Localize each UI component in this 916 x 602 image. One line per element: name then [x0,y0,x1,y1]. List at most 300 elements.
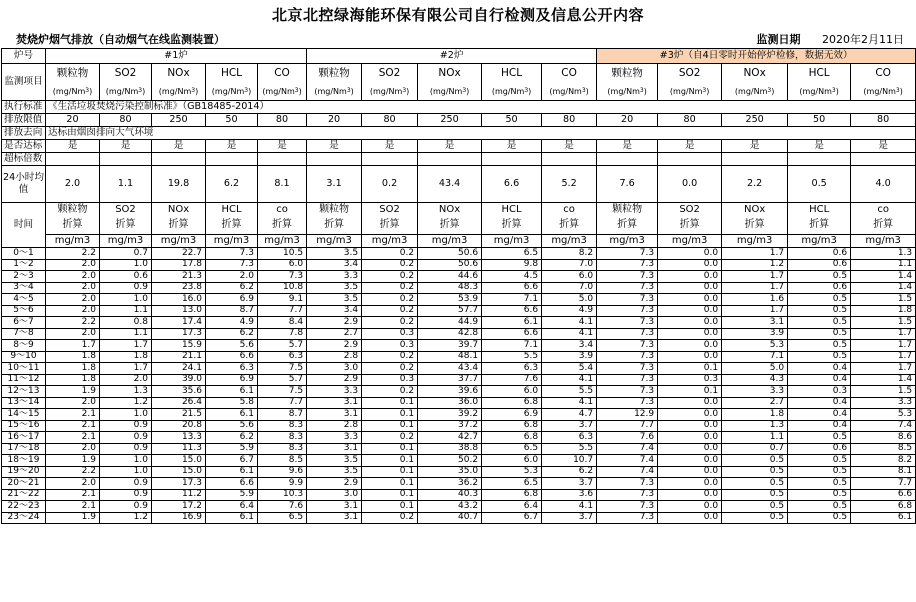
hourly-value: 3.4 [307,305,362,317]
row-label-average: 24小时均值 [2,166,46,203]
column-pollutant: NOx [743,204,766,215]
hourly-value: 0.0 [658,317,722,329]
hourly-value: 2.9 [307,317,362,329]
hourly-value: 2.2 [46,466,100,478]
hour-label: 7～8 [2,328,46,340]
item-stack [100,64,151,100]
hourly-value: 8.3 [258,420,307,432]
hourly-value: 1.2 [722,259,788,271]
hourly-value: 6.6 [206,351,258,363]
hourly-value: 37.7 [418,374,482,386]
hourly-value: 2.0 [46,478,100,490]
compliant-value: 是 [788,140,851,153]
row-label-limit: 排放限值 [2,114,46,127]
exceed-value [658,153,722,166]
average-value: 1.1 [100,166,152,203]
column-unit: mg/m3 [722,234,787,247]
hourly-value: 6.1 [851,512,916,524]
column-converted: 折算 [379,218,400,230]
hourly-value: 5.9 [206,489,258,501]
hourly-value: 1.2 [100,512,152,524]
hourly-value: 6.2 [206,282,258,294]
hourly-value: 1.7 [100,363,152,375]
item-cell [482,64,542,101]
exceed-value [722,153,788,166]
hourly-value: 2.0 [46,259,100,271]
hourly-value: 0.3 [788,386,851,398]
column-header-stack [206,203,257,247]
hourly-value: 1.1 [851,259,916,271]
compliant-value: 是 [258,140,307,153]
column-unit: mg/m3 [100,234,151,247]
hourly-value: 0.6 [100,271,152,283]
compliant-value: 是 [46,140,100,153]
item-cell [722,64,788,101]
compliant-value: 是 [851,140,916,153]
hourly-value: 0.5 [788,351,851,363]
column-pollutant: NOx [167,204,190,215]
hourly-value: 1.7 [851,340,916,352]
exceed-value [46,153,100,166]
column-unit: mg/m3 [851,234,915,247]
hourly-value: 40.7 [418,512,482,524]
hourly-value: 1.3 [722,420,788,432]
column-pollutant: NOx [438,204,461,215]
column-unit: mg/m3 [482,234,541,247]
hourly-value: 42.7 [418,432,482,444]
hourly-value: 2.1 [46,409,100,421]
hourly-value: 6.6 [206,478,258,490]
hour-label: 10～11 [2,363,46,375]
hourly-value: 3.3 [307,271,362,283]
hourly-value: 0.0 [658,259,722,271]
hour-label: 9～10 [2,351,46,363]
hourly-value: 44.9 [418,317,482,329]
hourly-value: 1.7 [851,363,916,375]
hourly-value: 0.5 [788,512,851,524]
hourly-value: 1.9 [46,512,100,524]
average-row [2,166,916,203]
hourly-value: 0.5 [788,305,851,317]
hourly-value: 3.1 [722,317,788,329]
hourly-value: 0.0 [658,282,722,294]
hourly-row [2,501,916,513]
hourly-value: 7.3 [597,478,658,490]
hourly-value: 1.9 [46,386,100,398]
hourly-value: 3.0 [307,363,362,375]
hourly-value: 8.7 [206,305,258,317]
item-stack [851,64,915,100]
unit-close: ) [142,86,146,96]
hourly-value: 6.6 [482,328,542,340]
hourly-value: 6.6 [851,489,916,501]
hourly-value: 4.5 [482,271,542,283]
column-converted: 折算 [62,218,83,230]
hourly-value: 0.5 [788,501,851,513]
hourly-value: 0.0 [658,501,722,513]
unit-close: ) [585,86,589,96]
hourly-value: 4.9 [542,305,597,317]
average-value: 19.8 [152,166,206,203]
hourly-row [2,455,916,467]
unit-sup: 3 [346,86,351,94]
compliant-value: 是 [152,140,206,153]
row-label-compliant: 是否达标 [2,140,46,153]
pollutant-unit [258,88,306,96]
hourly-value: 6.3 [258,351,307,363]
pollutant-name: NOx [438,67,461,80]
column-header-stack [788,203,850,247]
hourly-value: 8.7 [258,409,307,421]
hourly-value: 57.7 [418,305,482,317]
column-header-cell [788,203,851,248]
hour-label: 6～7 [2,317,46,329]
hourly-value: 7.4 [597,443,658,455]
hourly-value: 3.6 [542,489,597,501]
compliant-value: 是 [482,140,542,153]
hour-label: 15～16 [2,420,46,432]
column-header-cell [851,203,916,248]
hourly-value: 3.3 [307,386,362,398]
hourly-value: 5.7 [258,374,307,386]
item-stack [46,64,99,100]
hour-label: 16～17 [2,432,46,444]
hourly-row [2,512,916,524]
hourly-value: 2.7 [307,328,362,340]
furnace-header-row [2,49,916,64]
column-header-stack [658,203,721,247]
column-pollutant: 颗粒物 [612,204,643,215]
hourly-value: 0.9 [100,443,152,455]
column-unit: mg/m3 [597,234,657,247]
limit-value: 80 [258,114,307,127]
exceed-value [362,153,418,166]
unit-sup: 3 [294,86,299,94]
hour-label: 21～22 [2,489,46,501]
hourly-value: 43.4 [418,363,482,375]
standard-text: 《生活垃圾焚烧污染控制标准》（GB18485-2014） [46,101,916,114]
hourly-value: 7.1 [482,340,542,352]
column-header-stack [362,203,417,247]
compliant-value: 是 [542,140,597,153]
hourly-value: 8.3 [258,432,307,444]
hourly-value: 0.5 [788,317,851,329]
pollutant-unit [152,88,205,96]
unit-text: (mg/Nm [369,86,403,96]
pollutant-unit [206,88,257,96]
unit-text: (mg/Nm [314,86,347,96]
average-value: 6.2 [206,166,258,203]
table-subtitle: 焚烧炉烟气排放（自动烟气在线监测装置） [16,33,225,46]
pollutant-unit [597,88,657,96]
hourly-value: 7.3 [597,512,658,524]
unit-close: ) [771,86,775,96]
unit-sup: 3 [85,86,90,94]
average-value: 6.6 [482,166,542,203]
hourly-value: 1.0 [100,455,152,467]
hourly-value: 1.8 [851,305,916,317]
hourly-value: 0.5 [788,328,851,340]
column-header-cell [206,203,258,248]
hourly-row [2,248,916,260]
column-converted: 折算 [115,218,136,230]
exceed-value [542,153,597,166]
monitoring-date [757,31,905,47]
hourly-value: 4.7 [542,409,597,421]
hourly-value: 1.6 [722,294,788,306]
column-pollutant: HCL [221,204,242,215]
hourly-value: 10.5 [258,248,307,260]
hourly-value: 7.4 [597,466,658,478]
hourly-value: 0.0 [658,271,722,283]
unit-sup: 3 [702,86,707,94]
hourly-value: 0.0 [658,512,722,524]
limit-value: 80 [658,114,722,127]
hourly-value: 7.6 [258,501,307,513]
pollutant-unit [46,88,99,96]
hourly-value: 0.5 [788,294,851,306]
hourly-value: 2.0 [46,328,100,340]
pollutant-unit [362,88,417,96]
hourly-row [2,363,916,375]
hourly-value: 0.4 [788,363,851,375]
hourly-value: 16.0 [152,294,206,306]
hourly-value: 0.2 [362,351,418,363]
hourly-value: 0.5 [788,340,851,352]
hourly-value: 6.2 [206,432,258,444]
pollutant-name: 颗粒物 [318,67,350,80]
column-pollutant: co [877,204,889,215]
column-converted: 折算 [272,218,293,230]
hourly-value: 1.8 [46,374,100,386]
item-cell [152,64,206,101]
hourly-value: 3.5 [307,455,362,467]
pollutant-name: HCL [501,67,523,80]
hourly-value: 0.5 [788,478,851,490]
row-label-standard: 执行标准 [2,101,46,114]
hourly-value: 13.3 [152,432,206,444]
hourly-value: 3.3 [722,386,788,398]
hourly-value: 42.8 [418,328,482,340]
hourly-value: 6.4 [482,501,542,513]
average-value: 0.2 [362,166,418,203]
table-body [2,49,916,524]
hourly-value: 7.3 [597,248,658,260]
column-converted: 折算 [439,218,460,230]
hourly-row [2,466,916,478]
hourly-value: 0.6 [788,259,851,271]
hourly-value: 2.1 [46,489,100,501]
column-header-cell [482,203,542,248]
monitoring-items-row [2,64,916,101]
hourly-value: 5.9 [206,443,258,455]
hour-label: 4～5 [2,294,46,306]
hourly-row [2,317,916,329]
column-header-stack [722,203,787,247]
hourly-value: 7.8 [258,328,307,340]
hourly-value: 3.0 [307,489,362,501]
unit-sup: 3 [138,86,143,94]
unit-close: ) [899,86,903,96]
hourly-value: 6.1 [206,409,258,421]
hourly-value: 7.1 [722,351,788,363]
hourly-value: 0.1 [362,489,418,501]
time-header-row [2,203,916,248]
compliant-value: 是 [206,140,258,153]
limit-row [2,114,916,127]
destination-row [2,127,916,140]
hourly-value: 0.1 [362,420,418,432]
hourly-value: 0.1 [362,443,418,455]
hourly-value: 7.6 [597,432,658,444]
hourly-value: 6.8 [482,397,542,409]
hour-label: 0～1 [2,248,46,260]
hourly-value: 5.3 [722,340,788,352]
hourly-value: 0.0 [658,489,722,501]
hourly-row [2,340,916,352]
hourly-value: 3.9 [722,328,788,340]
item-cell [46,64,100,101]
hourly-value: 9.6 [258,466,307,478]
column-converted: 折算 [809,218,830,230]
hourly-row [2,305,916,317]
unit-close: ) [248,86,252,96]
column-header-cell [307,203,362,248]
hourly-value: 5.3 [482,466,542,478]
hourly-value: 44.6 [418,271,482,283]
column-pollutant: 颗粒物 [57,204,88,215]
item-stack [152,64,205,100]
column-converted: 折算 [324,218,345,230]
exceed-value [307,153,362,166]
hourly-value: 1.0 [100,409,152,421]
hourly-value: 0.4 [788,397,851,409]
exceed-value [100,153,152,166]
unit-sup: 3 [581,86,586,94]
pollutant-name: HCL [220,67,243,80]
hourly-value: 39.7 [418,340,482,352]
unit-sup: 3 [895,86,900,94]
hourly-value: 36.0 [418,397,482,409]
average-value: 0.5 [788,166,851,203]
hourly-value: 0.1 [362,397,418,409]
hourly-value: 7.7 [851,478,916,490]
column-unit: mg/m3 [362,234,417,247]
hourly-value: 0.0 [658,478,722,490]
hourly-value: 1.7 [722,271,788,283]
hourly-value: 13.0 [152,305,206,317]
hourly-value: 0.2 [362,248,418,260]
hourly-value: 3.1 [307,397,362,409]
hour-label: 8～9 [2,340,46,352]
column-pollutant: HCL [809,204,830,215]
hourly-value: 4.1 [542,374,597,386]
pollutant-name: 颗粒物 [611,67,643,80]
unit-text: (mg/Nm [52,86,86,96]
hourly-value: 9.1 [258,294,307,306]
hour-label: 18～19 [2,455,46,467]
limit-value: 80 [542,114,597,127]
hourly-value: 7.3 [597,259,658,271]
hourly-value: 0.0 [658,455,722,467]
hourly-value: 0.5 [722,466,788,478]
hourly-value: 2.0 [46,294,100,306]
unit-text: (mg/Nm [262,86,295,96]
item-cell [658,64,722,101]
hourly-value: 0.3 [362,340,418,352]
hourly-value: 0.4 [788,409,851,421]
pollutant-unit [658,88,721,96]
hourly-value: 0.1 [362,466,418,478]
hourly-value: 0.0 [658,443,722,455]
hourly-value: 10.3 [258,489,307,501]
column-unit: mg/m3 [46,234,99,247]
column-header-stack [46,203,99,247]
hourly-value: 0.1 [362,478,418,490]
hourly-value: 3.5 [307,466,362,478]
hourly-value: 6.1 [206,466,258,478]
row-label-furnace: 炉号 [2,49,46,64]
hourly-value: 1.7 [46,340,100,352]
column-header-cell [258,203,307,248]
hourly-row [2,351,916,363]
hourly-value: 21.3 [152,271,206,283]
hourly-value: 6.1 [206,512,258,524]
unit-text: (mg/Nm [211,86,245,96]
hourly-value: 7.3 [597,489,658,501]
unit-sup: 3 [191,86,196,94]
column-header-cell [46,203,100,248]
hourly-value: 43.2 [418,501,482,513]
column-unit: mg/m3 [152,234,205,247]
hourly-value: 10.8 [258,282,307,294]
hourly-value: 7.7 [258,305,307,317]
column-converted: 折算 [679,218,700,230]
column-unit: mg/m3 [418,234,481,247]
column-converted: 折算 [744,218,765,230]
hourly-value: 0.3 [658,374,722,386]
column-header-cell [658,203,722,248]
column-unit: mg/m3 [542,234,596,247]
unit-close: ) [706,86,710,96]
hourly-value: 5.8 [206,397,258,409]
hourly-value: 1.2 [100,397,152,409]
hourly-value: 0.9 [100,282,152,294]
exceed-value [851,153,916,166]
pollutant-unit [418,88,481,96]
item-cell [542,64,597,101]
hourly-row [2,443,916,455]
hourly-value: 26.4 [152,397,206,409]
hourly-value: 3.5 [307,294,362,306]
hourly-value: 10.7 [542,455,597,467]
hourly-row [2,386,916,398]
limit-value: 50 [206,114,258,127]
pollutant-name: HCL [808,67,830,80]
hourly-value: 0.9 [100,478,152,490]
unit-sup: 3 [831,86,836,94]
hourly-value: 0.7 [722,443,788,455]
unit-close: ) [298,86,302,96]
hourly-value: 0.6 [788,248,851,260]
hourly-value: 15.9 [152,340,206,352]
hour-label: 14～15 [2,409,46,421]
column-pollutant: 颗粒物 [319,204,350,215]
column-header-stack [418,203,481,247]
row-label-time: 时间 [2,203,46,248]
hourly-value: 0.7 [100,248,152,260]
unit-text: (mg/Nm [491,86,525,96]
